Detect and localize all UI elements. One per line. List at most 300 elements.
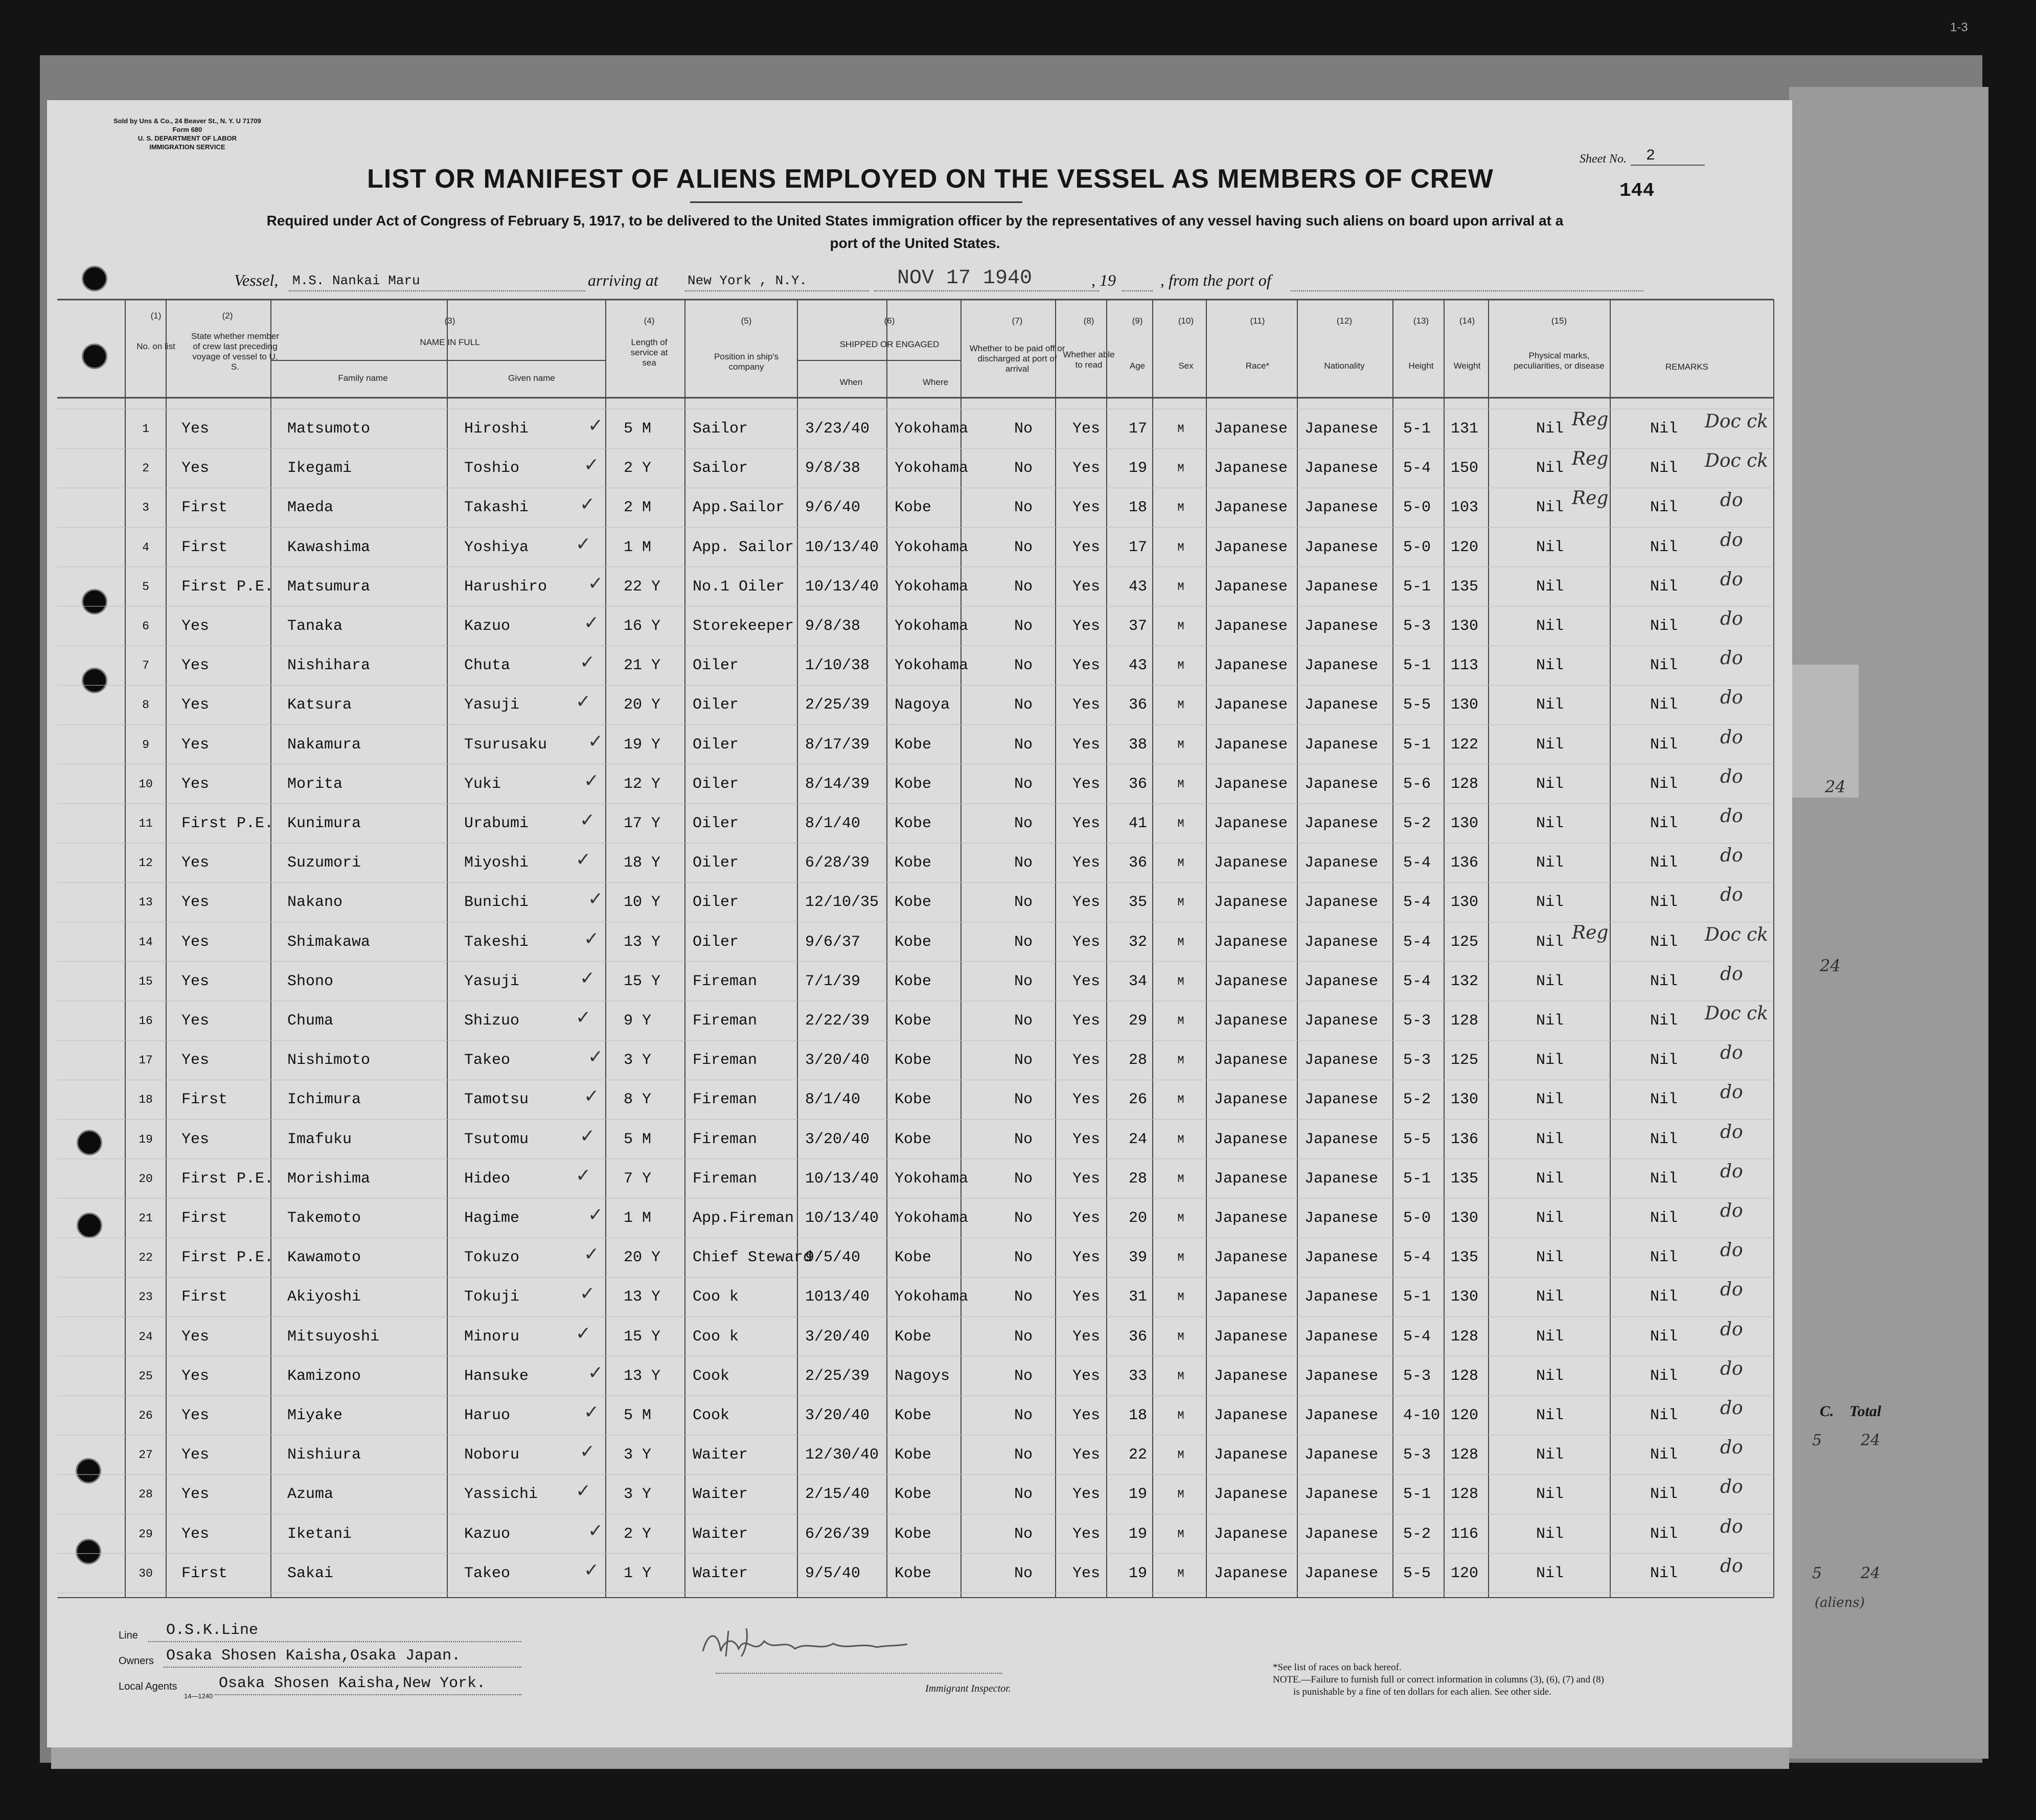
- service-cell: 21 Y: [624, 657, 661, 675]
- prev-voyage-cell: Yes: [181, 420, 210, 438]
- prev-voyage-cell: First P.E.: [181, 815, 274, 832]
- nationality-cell: Japanese: [1305, 657, 1379, 675]
- position-cell: App.Fireman: [693, 1210, 794, 1227]
- given-name-cell: Toshio: [464, 460, 520, 477]
- able-to-read-cell: Yes: [1072, 815, 1101, 832]
- check-mark: ✓: [580, 810, 596, 831]
- race-cell: Japanese: [1214, 1367, 1288, 1385]
- age-cell: 19: [1128, 460, 1147, 477]
- handwritten-remark: do: [1720, 1437, 1743, 1459]
- handwritten-remark: do: [1720, 1318, 1743, 1340]
- sex-cell: M: [1177, 699, 1184, 712]
- weight-cell: 131: [1451, 420, 1479, 438]
- able-to-read-cell: Yes: [1072, 1091, 1101, 1109]
- handwritten-remark: do: [1720, 529, 1743, 551]
- sex-cell: M: [1177, 1252, 1184, 1265]
- agents-label: Local Agents: [119, 1681, 177, 1692]
- height-cell: 5-4: [1403, 972, 1431, 990]
- vessel-label: Vessel,: [234, 271, 279, 289]
- family-name-cell: Katsura: [287, 696, 352, 714]
- sex-cell: M: [1177, 1172, 1184, 1186]
- line-label: Line: [119, 1630, 138, 1641]
- physical-marks-cell: Nil: [1536, 618, 1564, 635]
- prev-voyage-cell: Yes: [181, 460, 210, 477]
- check-mark: ✓: [580, 1125, 596, 1147]
- sex-cell: M: [1177, 580, 1184, 594]
- handwritten-remark: do: [1720, 1398, 1743, 1419]
- paid-off-cell: No: [1014, 1486, 1033, 1504]
- col16-label: REMARKS: [1665, 362, 1709, 372]
- handwritten-reg-mark: Reg: [1572, 922, 1609, 943]
- nationality-cell: Japanese: [1305, 1012, 1379, 1030]
- race-cell: Japanese: [1214, 1052, 1288, 1070]
- prev-voyage-cell: Yes: [181, 1525, 210, 1543]
- row-number: 7: [142, 659, 149, 673]
- service-cell: 10 Y: [624, 894, 661, 912]
- remarks-cell: Nil: [1650, 972, 1678, 990]
- given-name-cell: Takeshi: [464, 933, 529, 951]
- weight-cell: 130: [1451, 1091, 1479, 1109]
- age-cell: 26: [1128, 1091, 1147, 1109]
- owners-label: Owners: [119, 1655, 154, 1667]
- row-number: 14: [139, 935, 153, 949]
- weight-cell: 128: [1451, 775, 1479, 793]
- remarks-cell: Nil: [1650, 1052, 1678, 1070]
- handwritten-remark: do: [1720, 1200, 1743, 1221]
- height-cell: 5-1: [1403, 1486, 1431, 1504]
- weight-cell: 136: [1451, 1130, 1479, 1148]
- weight-cell: 136: [1451, 854, 1479, 872]
- position-cell: Oiler: [693, 933, 739, 951]
- shipped-where-cell: Kobe: [895, 1328, 932, 1346]
- given-name-cell: Tsurusaku: [464, 736, 547, 754]
- prev-voyage-cell: Yes: [181, 933, 210, 951]
- able-to-read-cell: Yes: [1072, 1012, 1101, 1030]
- shipped-when-cell: 9/6/37: [805, 933, 861, 951]
- shipped-where-cell: Yokohama: [895, 460, 969, 477]
- prev-voyage-cell: Yes: [181, 1012, 210, 1030]
- line-value: O.S.K.Line: [166, 1622, 259, 1639]
- shipped-when-cell: 12/30/40: [805, 1446, 879, 1464]
- race-cell: Japanese: [1214, 1525, 1288, 1543]
- stamp-number: 144: [1619, 180, 1655, 202]
- physical-marks-cell: Nil: [1536, 1446, 1564, 1464]
- given-name-cell: Takeo: [464, 1052, 511, 1070]
- service-cell: 2 Y: [624, 460, 652, 477]
- height-cell: 5-5: [1403, 696, 1431, 714]
- race-cell: Japanese: [1214, 1446, 1288, 1464]
- prev-voyage-cell: Yes: [181, 618, 210, 635]
- remarks-cell: Nil: [1650, 815, 1678, 832]
- able-to-read-cell: Yes: [1072, 1525, 1101, 1543]
- age-cell: 19: [1128, 1525, 1147, 1543]
- prev-voyage-cell: Yes: [181, 1130, 210, 1148]
- height-cell: 5-0: [1403, 538, 1431, 556]
- position-cell: Oiler: [693, 894, 739, 912]
- paid-off-cell: No: [1014, 657, 1033, 675]
- shipped-where-cell: Kobe: [895, 1446, 932, 1464]
- remarks-cell: Nil: [1650, 1012, 1678, 1030]
- col9-number: (9): [1132, 316, 1143, 326]
- height-cell: 5-1: [1403, 578, 1431, 596]
- height-cell: 5-4: [1403, 1249, 1431, 1267]
- shipped-where-cell: Kobe: [895, 1052, 932, 1070]
- row-number: 18: [139, 1093, 153, 1107]
- able-to-read-cell: Yes: [1072, 1564, 1101, 1582]
- physical-marks-cell: Nil: [1536, 1288, 1564, 1306]
- race-cell: Japanese: [1214, 578, 1288, 596]
- sex-cell: M: [1177, 1133, 1184, 1146]
- position-cell: Oiler: [693, 657, 739, 675]
- row-number: 22: [139, 1251, 153, 1265]
- check-mark: ✓: [584, 612, 600, 633]
- family-name-cell: Kunimura: [287, 815, 361, 832]
- paid-off-cell: No: [1014, 1525, 1033, 1543]
- height-cell: 5-4: [1403, 460, 1431, 477]
- check-mark: ✓: [584, 1402, 600, 1423]
- paid-off-cell: No: [1014, 854, 1033, 872]
- handwritten-remark: do: [1720, 648, 1743, 669]
- handwritten-reg-mark: Reg: [1572, 488, 1609, 509]
- given-name-cell: Yasuji: [464, 696, 520, 714]
- service-cell: 20 Y: [624, 696, 661, 714]
- physical-marks-cell: Nil: [1536, 578, 1564, 596]
- physical-marks-cell: Nil: [1536, 1249, 1564, 1267]
- able-to-read-cell: Yes: [1072, 499, 1101, 517]
- service-cell: 15 Y: [624, 972, 661, 990]
- physical-marks-cell: Nil: [1536, 657, 1564, 675]
- col11-label: Race*: [1245, 361, 1270, 371]
- handwritten-remark: Doc ck: [1705, 450, 1769, 472]
- physical-marks-cell: Nil: [1536, 736, 1564, 754]
- remarks-cell: Nil: [1650, 420, 1678, 438]
- given-name-cell: Tokuzo: [464, 1249, 520, 1267]
- col12-label: Nationality: [1324, 361, 1365, 371]
- page-corner-mark: 1-3: [1950, 20, 1968, 34]
- paid-off-cell: No: [1014, 815, 1033, 832]
- check-mark: ✓: [584, 1244, 600, 1265]
- check-mark: ✓: [588, 731, 604, 752]
- shipped-when-cell: 7/1/39: [805, 972, 861, 990]
- prev-voyage-cell: Yes: [181, 696, 210, 714]
- given-name-cell: Tsutomu: [464, 1130, 529, 1148]
- handwritten-remark: do: [1720, 1476, 1743, 1498]
- row-number: 30: [139, 1566, 153, 1580]
- nationality-cell: Japanese: [1305, 499, 1379, 517]
- age-cell: 31: [1128, 1288, 1147, 1306]
- check-mark: ✓: [588, 1520, 604, 1541]
- position-cell: Oiler: [693, 696, 739, 714]
- owners-rule: [164, 1667, 521, 1668]
- given-name-cell: Takeo: [464, 1564, 511, 1582]
- shipped-where-cell: Yokohama: [895, 578, 969, 596]
- given-name-cell: Miyoshi: [464, 854, 529, 872]
- race-cell: Japanese: [1214, 618, 1288, 635]
- height-cell: 5-1: [1403, 1170, 1431, 1188]
- service-cell: 5 M: [624, 420, 652, 438]
- able-to-read-cell: Yes: [1072, 657, 1101, 675]
- able-to-read-cell: Yes: [1072, 1249, 1101, 1267]
- family-name-cell: Kawashima: [287, 538, 371, 556]
- handwritten-remark: do: [1720, 1358, 1743, 1379]
- shipped-where-cell: Yokohama: [895, 657, 969, 675]
- family-name-cell: Kawamoto: [287, 1249, 361, 1267]
- physical-marks-cell: Nil: [1536, 1210, 1564, 1227]
- check-mark: ✓: [584, 928, 600, 949]
- shipped-when-cell: 3/20/40: [805, 1328, 870, 1346]
- able-to-read-cell: Yes: [1072, 618, 1101, 635]
- physical-marks-cell: Nil: [1536, 1052, 1564, 1070]
- col15-number: (15): [1551, 316, 1567, 326]
- weight-cell: 130: [1451, 894, 1479, 912]
- shipped-when-cell: 6/26/39: [805, 1525, 870, 1543]
- remarks-cell: Nil: [1650, 775, 1678, 793]
- check-mark: ✓: [588, 889, 604, 910]
- family-name-cell: Mitsuyoshi: [287, 1328, 380, 1346]
- sex-cell: M: [1177, 620, 1184, 633]
- weight-cell: 130: [1451, 815, 1479, 832]
- prev-voyage-cell: Yes: [181, 657, 210, 675]
- paid-off-cell: No: [1014, 1367, 1033, 1385]
- row-number: 4: [142, 540, 149, 554]
- race-cell: Japanese: [1214, 1210, 1288, 1227]
- age-cell: 41: [1128, 815, 1147, 832]
- nationality-cell: Japanese: [1305, 578, 1379, 596]
- service-cell: 2 Y: [624, 1525, 652, 1543]
- prev-voyage-cell: First P.E.: [181, 578, 274, 596]
- row-number: 10: [139, 777, 153, 791]
- paid-off-cell: No: [1014, 420, 1033, 438]
- height-cell: 5-3: [1403, 1446, 1431, 1464]
- handwritten-remark: do: [1720, 766, 1743, 787]
- check-mark: ✓: [580, 967, 596, 989]
- service-cell: 13 Y: [624, 933, 661, 951]
- able-to-read-cell: Yes: [1072, 538, 1101, 556]
- race-cell: Japanese: [1214, 1486, 1288, 1504]
- handwritten-remark: do: [1720, 608, 1743, 629]
- prev-voyage-cell: Yes: [181, 1407, 210, 1424]
- paid-off-cell: No: [1014, 1407, 1033, 1424]
- service-cell: 19 Y: [624, 736, 661, 754]
- handwritten-remark: do: [1720, 1279, 1743, 1301]
- given-name-cell: Minoru: [464, 1328, 520, 1346]
- check-mark: ✓: [576, 1165, 591, 1186]
- nationality-cell: Japanese: [1305, 1367, 1379, 1385]
- age-cell: 37: [1128, 618, 1147, 635]
- height-cell: 5-4: [1403, 894, 1431, 912]
- height-cell: 5-6: [1403, 775, 1431, 793]
- nationality-cell: Japanese: [1305, 933, 1379, 951]
- sex-cell: M: [1177, 659, 1184, 673]
- nationality-cell: Japanese: [1305, 1170, 1379, 1188]
- paid-off-cell: No: [1014, 933, 1033, 951]
- able-to-read-cell: Yes: [1072, 894, 1101, 912]
- paid-off-cell: No: [1014, 538, 1033, 556]
- physical-marks-cell: Nil: [1536, 1564, 1564, 1582]
- service-cell: 2 M: [624, 499, 652, 517]
- height-cell: 5-1: [1403, 657, 1431, 675]
- paid-off-cell: No: [1014, 460, 1033, 477]
- shipped-where-cell: Kobe: [895, 854, 932, 872]
- sex-cell: M: [1177, 1567, 1184, 1580]
- height-cell: 5-1: [1403, 736, 1431, 754]
- shipped-where-cell: Kobe: [895, 894, 932, 912]
- age-cell: 28: [1128, 1052, 1147, 1070]
- check-mark: ✓: [588, 1046, 604, 1068]
- remarks-cell: Nil: [1650, 696, 1678, 714]
- row-number: 9: [142, 738, 149, 752]
- shipped-where-cell: Kobe: [895, 815, 932, 832]
- check-mark: ✓: [580, 652, 596, 673]
- age-cell: 18: [1128, 499, 1147, 517]
- weight-cell: 128: [1451, 1367, 1479, 1385]
- sex-cell: M: [1177, 1528, 1184, 1541]
- sheet-number: 2: [1646, 147, 1656, 165]
- shipped-where-cell: Yokohama: [895, 538, 969, 556]
- penalty-note-1: NOTE.—Failure to furnish full or correct information in columns (3), (6), (7) and (8): [1273, 1674, 1604, 1685]
- service-cell: 15 Y: [624, 1328, 661, 1346]
- position-cell: Fireman: [693, 972, 758, 990]
- race-cell: Japanese: [1214, 933, 1288, 951]
- position-cell: Oiler: [693, 775, 739, 793]
- nationality-cell: Japanese: [1305, 894, 1379, 912]
- remarks-cell: Nil: [1650, 854, 1678, 872]
- handwritten-remark: do: [1720, 1121, 1743, 1143]
- age-cell: 19: [1128, 1486, 1147, 1504]
- shipped-when-cell: 3/20/40: [805, 1052, 870, 1070]
- position-cell: Fireman: [693, 1170, 758, 1188]
- sex-cell: M: [1177, 738, 1184, 752]
- sex-cell: M: [1177, 975, 1184, 988]
- family-name-cell: Kamizono: [287, 1367, 361, 1385]
- height-cell: 4-10: [1403, 1407, 1440, 1424]
- col6a-label: When: [839, 377, 863, 387]
- family-name-cell: Matsumoto: [287, 420, 371, 438]
- race-cell: Japanese: [1214, 499, 1288, 517]
- remarks-cell: Nil: [1650, 657, 1678, 675]
- col9-label: Age: [1129, 361, 1146, 371]
- sex-cell: M: [1177, 1015, 1184, 1028]
- prev-voyage-cell: Yes: [181, 1328, 210, 1346]
- paid-off-cell: No: [1014, 775, 1033, 793]
- position-cell: No.1 Oiler: [693, 578, 785, 596]
- check-mark: ✓: [584, 770, 600, 791]
- service-cell: 1 M: [624, 1210, 652, 1227]
- check-mark: ✓: [576, 1323, 591, 1344]
- weight-cell: 122: [1451, 736, 1479, 754]
- prev-voyage-cell: Yes: [181, 1486, 210, 1504]
- prev-voyage-cell: Yes: [181, 854, 210, 872]
- service-cell: 12 Y: [624, 775, 661, 793]
- remarks-cell: Nil: [1650, 460, 1678, 477]
- col7-number: (7): [1012, 316, 1023, 326]
- position-cell: Oiler: [693, 815, 739, 832]
- col1-label: No. on list: [136, 342, 175, 351]
- agents-value: Osaka Shosen Kaisha,New York.: [219, 1675, 486, 1692]
- row-number: 11: [139, 817, 153, 830]
- shipped-where-cell: Kobe: [895, 1249, 932, 1267]
- able-to-read-cell: Yes: [1072, 1486, 1101, 1504]
- remarks-cell: Nil: [1650, 933, 1678, 951]
- prev-voyage-cell: Yes: [181, 736, 210, 754]
- shipped-where-cell: Kobe: [895, 1012, 932, 1030]
- height-cell: 5-5: [1403, 1130, 1431, 1148]
- weight-cell: 132: [1451, 972, 1479, 990]
- family-name-cell: Shimakawa: [287, 933, 371, 951]
- nationality-cell: Japanese: [1305, 696, 1379, 714]
- nationality-cell: Japanese: [1305, 1407, 1379, 1424]
- race-cell: Japanese: [1214, 1564, 1288, 1582]
- row-number: 8: [142, 698, 149, 712]
- shipped-where-cell: Kobe: [895, 1407, 932, 1424]
- able-to-read-cell: Yes: [1072, 1130, 1101, 1148]
- check-mark: ✓: [584, 454, 600, 476]
- given-name-cell: Noboru: [464, 1446, 520, 1464]
- given-name-cell: Harushiro: [464, 578, 547, 596]
- family-name-cell: Miyake: [287, 1407, 343, 1424]
- col8-label: Whether able to read: [1063, 350, 1115, 370]
- position-cell: Waiter: [693, 1486, 748, 1504]
- race-cell: Japanese: [1214, 775, 1288, 793]
- prev-voyage-cell: First P.E.: [181, 1249, 274, 1267]
- height-cell: 5-0: [1403, 1210, 1431, 1227]
- shipped-where-cell: Yokohama: [895, 618, 969, 635]
- shipped-where-cell: Kobe: [895, 1525, 932, 1543]
- physical-marks-cell: Nil: [1536, 538, 1564, 556]
- paid-off-cell: No: [1014, 1130, 1033, 1148]
- row-number: 26: [139, 1409, 153, 1422]
- handwritten-remark: do: [1720, 1555, 1743, 1577]
- given-name-cell: Yassichi: [464, 1486, 538, 1504]
- remarks-cell: Nil: [1650, 1091, 1678, 1109]
- paid-off-cell: No: [1014, 972, 1033, 990]
- race-cell: Japanese: [1214, 657, 1288, 675]
- position-cell: Oiler: [693, 736, 739, 754]
- race-cell: Japanese: [1214, 1091, 1288, 1109]
- physical-marks-cell: Nil: [1536, 894, 1564, 912]
- side-aliens-note: (aliens): [1815, 1595, 1865, 1610]
- handwritten-remark: do: [1720, 687, 1743, 709]
- paid-off-cell: No: [1014, 1249, 1033, 1267]
- row-number: 5: [142, 580, 149, 594]
- age-cell: 36: [1128, 775, 1147, 793]
- able-to-read-cell: Yes: [1072, 1170, 1101, 1188]
- inspector-label: Immigrant Inspector.: [925, 1683, 1011, 1694]
- check-mark: ✓: [576, 691, 591, 713]
- given-name-cell: Hiroshi: [464, 420, 529, 438]
- row-number: 25: [139, 1369, 153, 1383]
- nationality-cell: Japanese: [1305, 775, 1379, 793]
- handwritten-remark: do: [1720, 845, 1743, 867]
- arrival-date-stamp: NOV 17 1940: [897, 267, 1033, 290]
- shipped-when-cell: 3/20/40: [805, 1407, 870, 1424]
- col5-label: Position in ship's company: [714, 352, 779, 372]
- given-name-cell: Shizuo: [464, 1012, 520, 1030]
- handwritten-remark: Doc ck: [1705, 411, 1769, 432]
- paid-off-cell: No: [1014, 499, 1033, 517]
- service-cell: 1 Y: [624, 1564, 652, 1582]
- weight-cell: 150: [1451, 460, 1479, 477]
- sex-cell: M: [1177, 502, 1184, 515]
- remarks-cell: Nil: [1650, 618, 1678, 635]
- physical-marks-cell: Nil: [1536, 1328, 1564, 1346]
- prev-voyage-cell: Yes: [181, 894, 210, 912]
- height-cell: 5-4: [1403, 933, 1431, 951]
- age-cell: 36: [1128, 696, 1147, 714]
- side-tally-2: 24: [1820, 956, 1841, 975]
- shipped-when-cell: 10/13/40: [805, 1170, 879, 1188]
- printer-line: Sold by Uns & Co., 24 Beaver St., N. Y. U 71709: [113, 117, 261, 125]
